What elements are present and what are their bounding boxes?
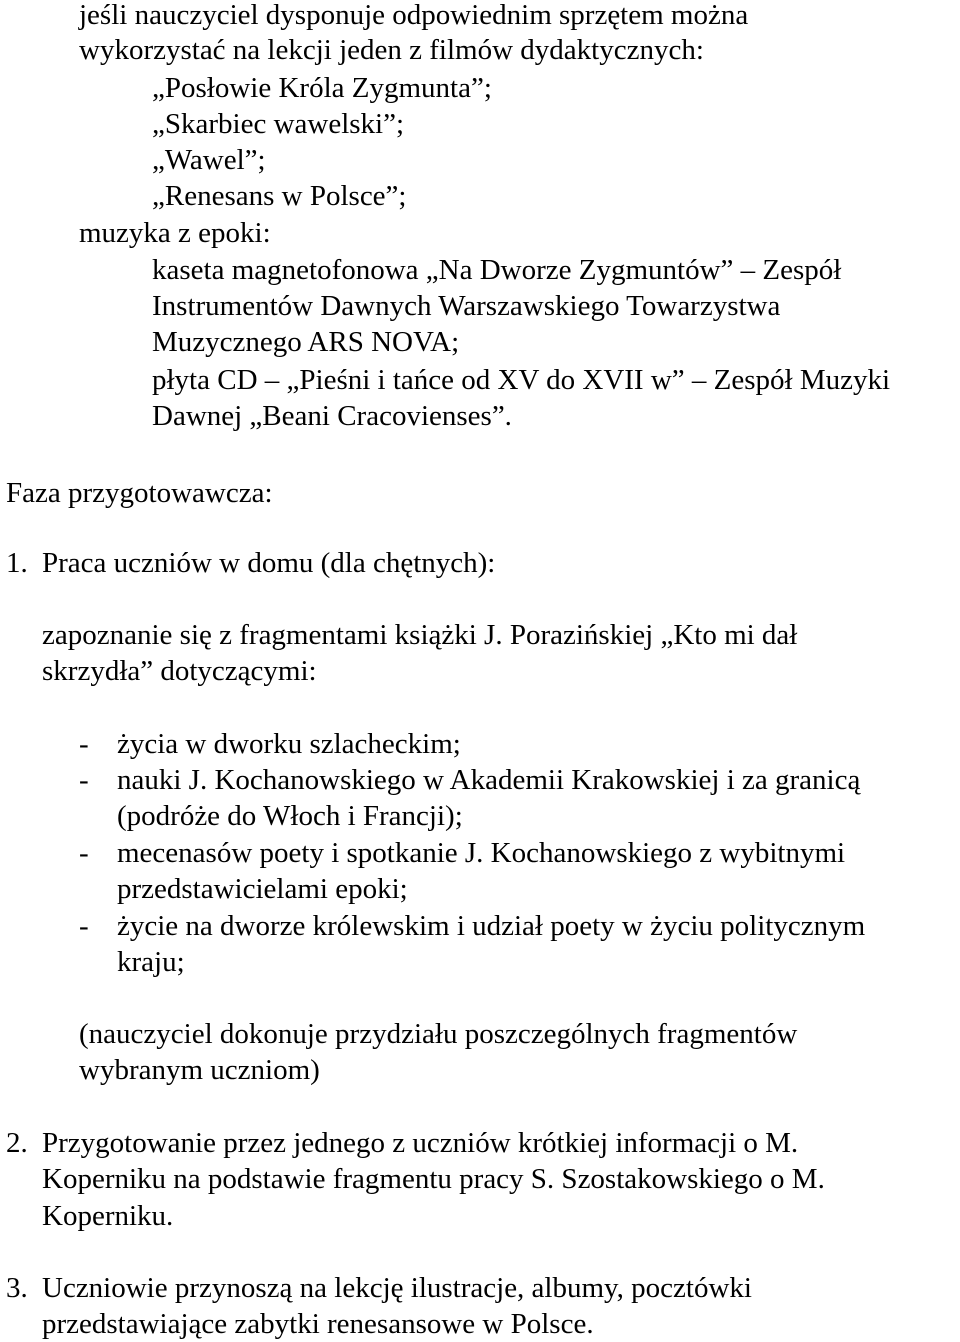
item-1-number: 1. [6, 547, 28, 579]
item-2-line-1: Przygotowanie przez jednego z uczniów krótkiej informacji o M. [42, 1127, 799, 1159]
item-3-number: 3. [6, 1272, 28, 1304]
item-3-line-1: Uczniowie przynoszą na lekcję ilustracje, albumy, pocztówki [42, 1272, 752, 1304]
music-line: kaseta magnetofonowa „Na Dworze Zygmuntów” – Zespół [152, 254, 842, 286]
music-line: Instrumentów Dawnych Warszawskiego Towarzystwa [152, 290, 781, 322]
item-2-number: 2. [6, 1127, 28, 1159]
film-item: „Wawel”; [152, 144, 266, 176]
bullet-marker: - [79, 764, 89, 796]
bullet-marker: - [79, 728, 89, 760]
film-item: „Skarbiec wawelski”; [152, 108, 405, 140]
item-1-note-line-2: wybranym uczniom) [79, 1054, 320, 1086]
bullet-text: nauki J. Kochanowskiego w Akademii Krakowskiej i za granicą [117, 764, 861, 796]
bullet-text: przedstawicielami epoki; [117, 873, 408, 905]
item-1-title: Praca uczniów w domu (dla chętnych): [42, 547, 496, 579]
bullet-marker: - [79, 837, 89, 869]
bullet-text: życie na dworze królewskim i udział poety w życiu politycznym [117, 910, 866, 942]
item-2-line-2: Koperniku na podstawie fragmentu pracy S. Szostakowskiego o M. [42, 1163, 825, 1195]
bullet-text: życia w dworku szlacheckim; [117, 728, 461, 760]
intro-line-1: jeśli nauczyciel dysponuje odpowiednim sprzętem można [79, 0, 749, 31]
item-1-desc-line-2: skrzydła” dotyczącymi: [42, 655, 317, 687]
phase-heading: Faza przygotowawcza: [6, 477, 273, 509]
music-line: płyta CD – „Pieśni i tańce od XV do XVII w” – Zespół Muzyki [152, 364, 891, 396]
bullet-marker: - [79, 910, 89, 942]
item-1-note-line-1: (nauczyciel dokonuje przydziału poszczególnych fragmentów [79, 1018, 798, 1050]
film-item: „Posłowie Króla Zygmunta”; [152, 72, 492, 104]
music-heading: muzyka z epoki: [79, 217, 271, 249]
bullet-text: (podróże do Włoch i Francji); [117, 800, 463, 832]
item-2-line-3: Koperniku. [42, 1200, 174, 1232]
bullet-text: kraju; [117, 946, 185, 978]
intro-line-2: wykorzystać na lekcji jeden z filmów dydaktycznych: [79, 34, 704, 66]
music-line: Muzycznego ARS NOVA; [152, 326, 460, 358]
bullet-text: mecenasów poety i spotkanie J. Kochanowskiego z wybitnymi [117, 837, 846, 869]
item-3-line-2: przedstawiające zabytki renesansowe w Polsce. [42, 1308, 594, 1340]
music-line: Dawnej „Beani Cracovienses”. [152, 400, 512, 432]
item-1-desc-line-1: zapoznanie się z fragmentami książki J. Porazińskiej „Kto mi dał [42, 619, 798, 651]
film-item: „Renesans w Polsce”; [152, 180, 407, 212]
